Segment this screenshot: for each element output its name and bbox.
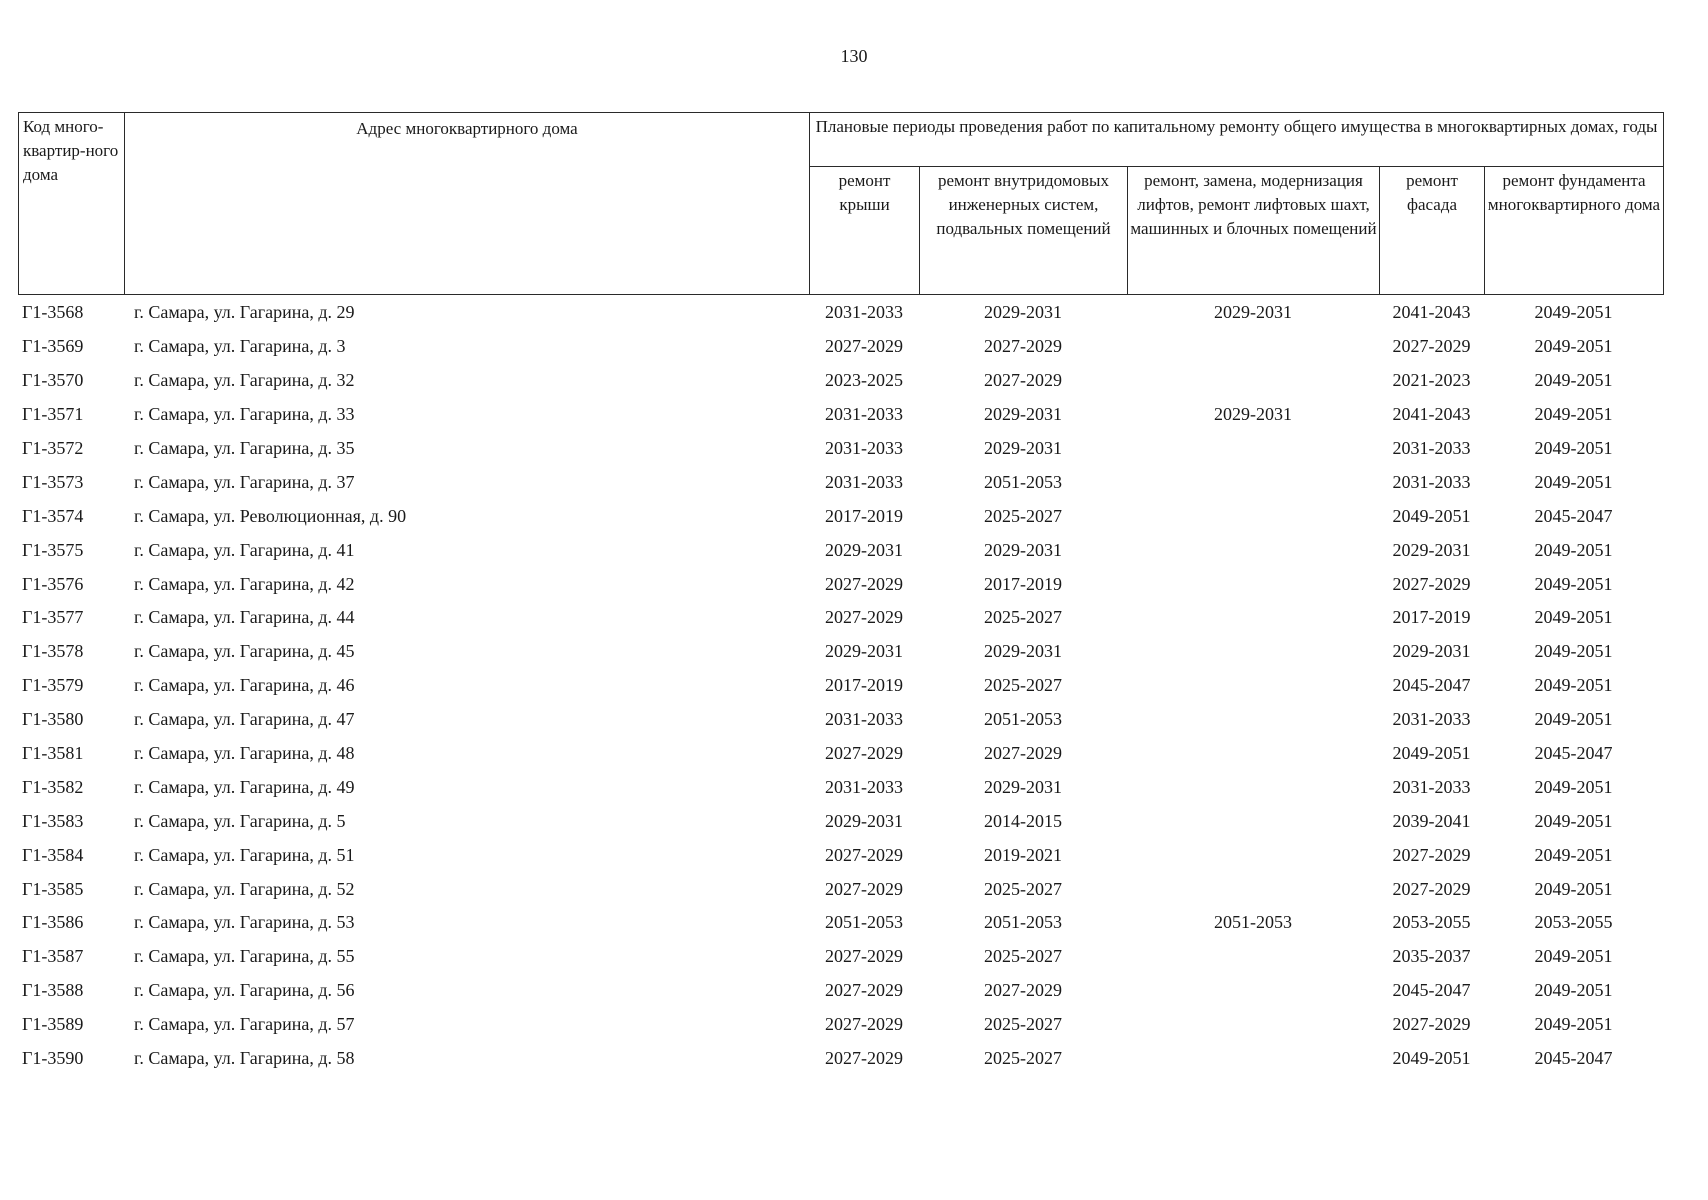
- cell-roof: 2029-2031: [825, 539, 903, 560]
- cell-code: Г1-3576: [22, 573, 84, 594]
- table-row: [18, 1008, 1663, 1042]
- cell-engineering: 2025-2027: [984, 878, 1062, 899]
- cell-address: г. Самара, ул. Гагарина, д. 53: [134, 912, 355, 933]
- cell-foundation: 2049-2051: [1534, 844, 1613, 865]
- cell-engineering: 2027-2029: [984, 336, 1062, 357]
- cell-code: Г1-3581: [22, 743, 84, 764]
- header-code: Код много-квартир-ного дома: [19, 113, 125, 295]
- cell-address: г. Самара, ул. Гагарина, д. 32: [134, 370, 355, 391]
- cell-facade: 2045-2047: [1392, 980, 1471, 1001]
- cell-facade: 2045-2047: [1392, 675, 1471, 696]
- cell-elevators: [1127, 974, 1379, 1008]
- cell-elevators: [1127, 737, 1379, 771]
- cell-code: Г1-3578: [22, 641, 84, 662]
- cell-foundation: 2049-2051: [1534, 980, 1613, 1001]
- cell-foundation: 2049-2051: [1534, 675, 1613, 696]
- cell-roof: 2027-2029: [825, 1048, 903, 1069]
- cell-foundation: 2049-2051: [1534, 709, 1613, 730]
- cell-code: Г1-3585: [22, 878, 84, 899]
- cell-elevators: [1127, 770, 1379, 804]
- cell-elevators: [1127, 838, 1379, 872]
- cell-elevators: [1127, 499, 1379, 533]
- cell-code: Г1-3568: [22, 302, 84, 323]
- cell-elevators: 2029-2031: [1214, 404, 1292, 425]
- cell-roof: 2027-2029: [825, 573, 903, 594]
- cell-engineering: 2027-2029: [984, 370, 1062, 391]
- page-number: 130: [840, 46, 868, 66]
- cell-facade: 2049-2051: [1392, 743, 1471, 764]
- cell-facade: 2041-2043: [1392, 404, 1471, 425]
- cell-engineering: 2029-2031: [984, 776, 1062, 797]
- cell-engineering: 2029-2031: [984, 438, 1062, 458]
- cell-roof: 2031-2033: [825, 776, 903, 797]
- cell-roof: 2027-2029: [825, 743, 903, 764]
- cell-engineering: 2025-2027: [984, 505, 1062, 526]
- table-row: [18, 567, 1663, 601]
- table-row: [18, 838, 1663, 872]
- cell-elevators: [1127, 635, 1379, 669]
- cell-foundation: 2049-2051: [1534, 641, 1613, 662]
- cell-elevators: [1127, 804, 1379, 838]
- header-engineering: ремонт внутридомовых инженерных систем, подвальных помещений: [920, 167, 1128, 295]
- table-row: [18, 872, 1663, 906]
- cell-facade: 2035-2037: [1392, 946, 1471, 967]
- cell-facade: 2017-2019: [1392, 607, 1471, 628]
- cell-roof: 2029-2031: [825, 641, 903, 662]
- header-roof: ремонт крыши: [810, 167, 920, 295]
- cell-roof: 2051-2053: [825, 912, 903, 933]
- cell-facade: 2031-2033: [1392, 776, 1471, 797]
- cell-code: Г1-3570: [22, 370, 84, 391]
- table-row: [18, 398, 1663, 432]
- header-foundation: ремонт фундамента многоквартирного дома: [1485, 167, 1664, 295]
- cell-facade: 2029-2031: [1392, 641, 1471, 662]
- cell-foundation: 2045-2047: [1534, 505, 1613, 526]
- cell-roof: 2027-2029: [825, 844, 903, 865]
- cell-address: г. Самара, ул. Гагарина, д. 45: [134, 641, 355, 662]
- cell-code: Г1-3586: [22, 912, 84, 933]
- cell-elevators: [1127, 330, 1379, 364]
- cell-facade: 2041-2043: [1392, 302, 1471, 323]
- cell-code: Г1-3584: [22, 844, 84, 865]
- cell-code: Г1-3579: [22, 675, 84, 696]
- cell-address: г. Самара, ул. Гагарина, д. 57: [134, 1014, 355, 1035]
- cell-code: Г1-3587: [22, 946, 84, 967]
- cell-address: г. Самара, ул. Гагарина, д. 48: [134, 743, 355, 764]
- cell-roof: 2031-2033: [825, 471, 903, 492]
- cell-address: г. Самара, ул. Гагарина, д. 46: [134, 675, 355, 696]
- cell-foundation: 2049-2051: [1534, 1014, 1613, 1035]
- cell-code: Г1-3588: [22, 980, 84, 1001]
- cell-roof: 2027-2029: [825, 336, 903, 357]
- cell-engineering: 2027-2029: [984, 743, 1062, 764]
- table-row: [18, 635, 1663, 669]
- cell-foundation: 2049-2051: [1534, 438, 1613, 458]
- cell-address: г. Самара, ул. Гагарина, д. 47: [134, 709, 355, 730]
- cell-elevators: [1127, 1008, 1379, 1042]
- table-row: [18, 1042, 1663, 1076]
- cell-roof: 2029-2031: [825, 810, 903, 831]
- cell-engineering: 2014-2015: [984, 810, 1062, 831]
- cell-foundation: 2049-2051: [1534, 336, 1613, 357]
- table-row: [18, 296, 1663, 330]
- cell-address: г. Самара, ул. Гагарина, д. 55: [134, 946, 355, 967]
- cell-address: г. Самара, ул. Гагарина, д. 58: [134, 1048, 355, 1069]
- cell-elevators: [1127, 669, 1379, 703]
- cell-engineering: 2051-2053: [984, 471, 1062, 492]
- table-row: [18, 601, 1663, 635]
- cell-facade: 2027-2029: [1392, 336, 1471, 357]
- cell-elevators: 2051-2053: [1214, 912, 1292, 933]
- cell-elevators: [1127, 1042, 1379, 1076]
- cell-roof: 2027-2029: [825, 878, 903, 899]
- table-row: [18, 499, 1663, 533]
- table-row: [18, 330, 1663, 364]
- cell-code: Г1-3569: [22, 336, 84, 357]
- cell-roof: 2031-2033: [825, 709, 903, 730]
- cell-roof: 2017-2019: [825, 675, 903, 696]
- cell-engineering: 2025-2027: [984, 607, 1062, 628]
- table-row: [18, 804, 1663, 838]
- header-address: Адрес многоквартирного дома: [125, 113, 810, 295]
- cell-facade: 2053-2055: [1392, 912, 1471, 933]
- cell-roof: 2031-2033: [825, 438, 903, 458]
- table-header: [18, 112, 1664, 295]
- cell-code: Г1-3590: [22, 1048, 84, 1069]
- cell-code: Г1-3583: [22, 810, 84, 831]
- cell-foundation: 2049-2051: [1534, 946, 1613, 967]
- cell-facade: 2039-2041: [1392, 810, 1471, 831]
- cell-code: Г1-3582: [22, 776, 84, 797]
- table-row: [18, 432, 1663, 466]
- cell-foundation: 2049-2051: [1534, 539, 1613, 560]
- cell-code: Г1-3580: [22, 709, 84, 730]
- cell-elevators: [1127, 465, 1379, 499]
- cell-address: г. Самара, ул. Гагарина, д. 49: [134, 776, 355, 797]
- cell-engineering: 2017-2019: [984, 573, 1062, 594]
- cell-elevators: [1127, 567, 1379, 601]
- cell-foundation: 2049-2051: [1534, 370, 1613, 391]
- cell-engineering: 2029-2031: [984, 302, 1062, 323]
- cell-foundation: 2049-2051: [1534, 302, 1613, 323]
- cell-code: Г1-3574: [22, 505, 84, 526]
- cell-address: г. Самара, ул. Гагарина, д. 33: [134, 404, 355, 425]
- cell-foundation: 2049-2051: [1534, 878, 1613, 899]
- cell-roof: 2027-2029: [825, 980, 903, 1001]
- cell-engineering: 2025-2027: [984, 946, 1062, 967]
- table-row: [18, 703, 1663, 737]
- cell-foundation: 2049-2051: [1534, 573, 1613, 594]
- cell-elevators: [1127, 872, 1379, 906]
- cell-address: г. Самара, ул. Революционная, д. 90: [134, 505, 407, 526]
- cell-foundation: 2045-2047: [1534, 743, 1613, 764]
- cell-code: Г1-3577: [22, 607, 84, 628]
- cell-address: г. Самара, ул. Гагарина, д. 35: [134, 438, 355, 458]
- cell-address: г. Самара, ул. Гагарина, д. 56: [134, 980, 355, 1001]
- header-periods: Плановые периоды проведения работ по капитальному ремонту общего имущества в многоквартирных домах, годы: [810, 113, 1664, 167]
- cell-elevators: [1127, 533, 1379, 567]
- cell-elevators: [1127, 703, 1379, 737]
- cell-code: Г1-3575: [22, 539, 84, 560]
- cell-roof: 2031-2033: [825, 302, 903, 323]
- cell-elevators: 2029-2031: [1214, 302, 1292, 323]
- cell-engineering: 2029-2031: [984, 641, 1062, 662]
- data-table: [18, 296, 1663, 1075]
- cell-facade: 2021-2023: [1392, 370, 1471, 391]
- cell-foundation: 2049-2051: [1534, 776, 1613, 797]
- cell-elevators: [1127, 601, 1379, 635]
- table-row: [18, 533, 1663, 567]
- cell-facade: 2029-2031: [1392, 539, 1471, 560]
- cell-address: г. Самара, ул. Гагарина, д. 41: [134, 539, 355, 560]
- header-elevators: ремонт, замена, модернизация лифтов, ремонт лифтовых шахт, машинных и блочных помещений: [1128, 167, 1380, 295]
- cell-roof: 2017-2019: [825, 505, 903, 526]
- cell-engineering: 2025-2027: [984, 1048, 1062, 1069]
- cell-elevators: [1127, 364, 1379, 398]
- cell-facade: 2027-2029: [1392, 573, 1471, 594]
- cell-elevators: [1127, 432, 1379, 466]
- table-row: [18, 770, 1663, 804]
- cell-address: г. Самара, ул. Гагарина, д. 29: [134, 302, 355, 323]
- cell-roof: 2023-2025: [825, 370, 903, 391]
- cell-foundation: 2049-2051: [1534, 471, 1613, 492]
- cell-address: г. Самара, ул. Гагарина, д. 51: [134, 844, 355, 865]
- cell-address: г. Самара, ул. Гагарина, д. 3: [134, 336, 346, 357]
- cell-foundation: 2049-2051: [1534, 607, 1613, 628]
- cell-engineering: 2025-2027: [984, 1014, 1062, 1035]
- cell-elevators: [1127, 940, 1379, 974]
- table-row: [18, 364, 1663, 398]
- table-row: [18, 906, 1663, 940]
- cell-facade: 2027-2029: [1392, 878, 1471, 899]
- cell-roof: 2027-2029: [825, 946, 903, 967]
- cell-address: г. Самара, ул. Гагарина, д. 44: [134, 607, 355, 628]
- cell-facade: 2049-2051: [1392, 1048, 1471, 1069]
- cell-engineering: 2051-2053: [984, 912, 1062, 933]
- cell-code: Г1-3571: [22, 404, 84, 425]
- table-row: [18, 974, 1663, 1008]
- cell-engineering: 2029-2031: [984, 539, 1062, 560]
- cell-foundation: 2053-2055: [1534, 912, 1613, 933]
- cell-foundation: 2045-2047: [1534, 1048, 1613, 1069]
- cell-address: г. Самара, ул. Гагарина, д. 37: [134, 471, 355, 492]
- cell-facade: 2049-2051: [1392, 505, 1471, 526]
- table-row: [18, 737, 1663, 771]
- cell-address: г. Самара, ул. Гагарина, д. 52: [134, 878, 355, 899]
- cell-roof: 2027-2029: [825, 1014, 903, 1035]
- table-row: [18, 940, 1663, 974]
- cell-roof: 2027-2029: [825, 607, 903, 628]
- cell-engineering: 2029-2031: [984, 404, 1062, 425]
- cell-engineering: 2051-2053: [984, 709, 1062, 730]
- cell-facade: 2027-2029: [1392, 1014, 1471, 1035]
- cell-engineering: 2019-2021: [984, 844, 1062, 865]
- cell-address: г. Самара, ул. Гагарина, д. 5: [134, 810, 346, 831]
- cell-facade: 2031-2033: [1392, 471, 1471, 492]
- cell-code: Г1-3573: [22, 471, 84, 492]
- cell-engineering: 2025-2027: [984, 675, 1062, 696]
- cell-facade: 2031-2033: [1392, 709, 1471, 730]
- cell-code: Г1-3572: [22, 438, 84, 458]
- cell-roof: 2031-2033: [825, 404, 903, 425]
- cell-foundation: 2049-2051: [1534, 810, 1613, 831]
- cell-facade: 2031-2033: [1392, 438, 1471, 458]
- cell-code: Г1-3589: [22, 1014, 84, 1035]
- cell-facade: 2027-2029: [1392, 844, 1471, 865]
- cell-address: г. Самара, ул. Гагарина, д. 42: [134, 573, 355, 594]
- cell-foundation: 2049-2051: [1534, 404, 1613, 425]
- table-row: [18, 669, 1663, 703]
- header-facade: ремонт фасада: [1380, 167, 1485, 295]
- table-row: [18, 465, 1663, 499]
- cell-engineering: 2027-2029: [984, 980, 1062, 1001]
